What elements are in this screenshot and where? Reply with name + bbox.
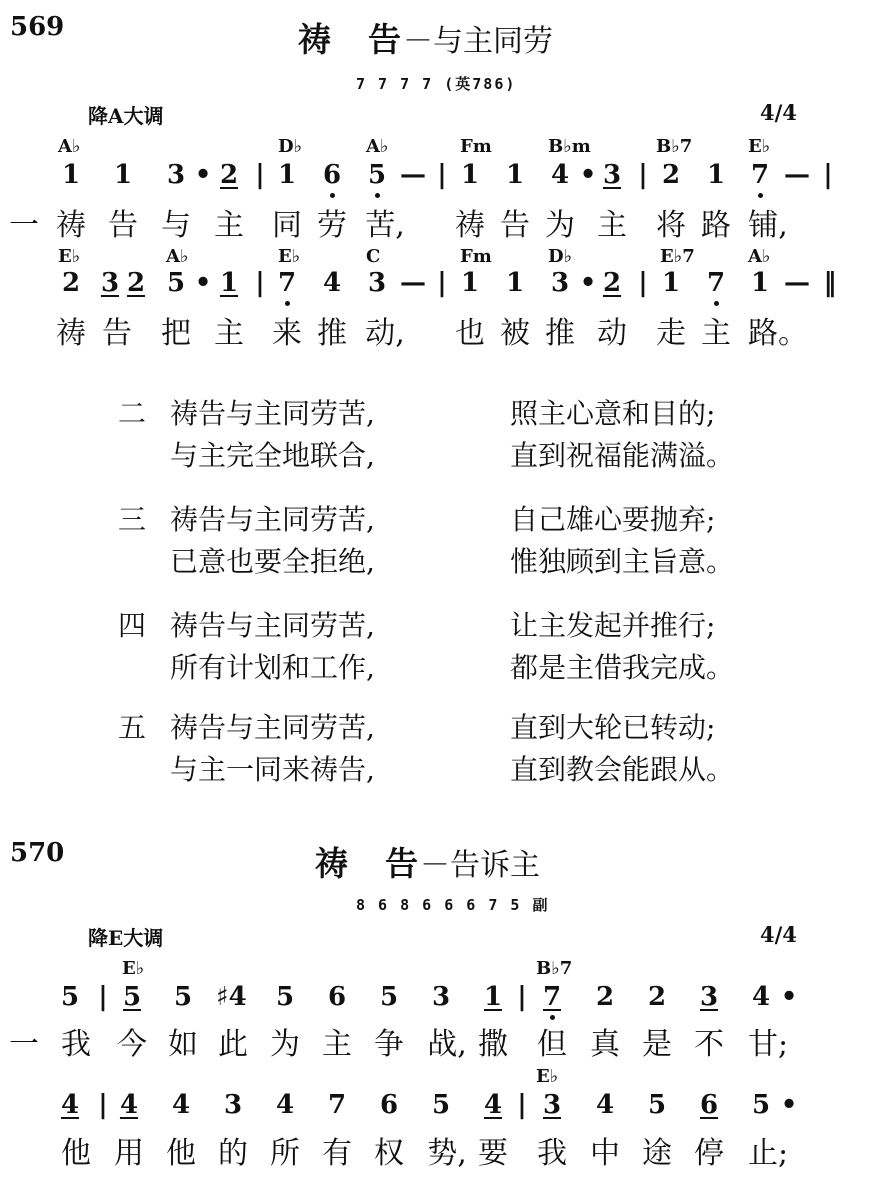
verse-number: 五 <box>118 711 147 744</box>
note: 5 <box>122 982 142 1012</box>
lyric-char: 为 <box>545 208 575 243</box>
hymn-number: 570 <box>10 838 65 868</box>
chord: A♭ <box>166 246 189 267</box>
note: 6 <box>327 982 347 1012</box>
chord: D♭ <box>278 136 303 157</box>
dot: • <box>579 160 597 190</box>
note: 5 <box>431 1090 451 1120</box>
lyric-char: 用 <box>114 1136 144 1171</box>
verse-line: 直到教会能跟从。 <box>510 753 735 786</box>
note: ♯4 <box>216 982 247 1012</box>
chord: D♭ <box>548 246 573 267</box>
verse-number: 二 <box>118 397 147 430</box>
dot: • <box>194 160 212 190</box>
lyric-char: 主 <box>701 316 731 351</box>
lyric-char: 的 <box>218 1136 248 1171</box>
note: 5 <box>751 1090 771 1120</box>
note: 4 <box>483 1090 503 1120</box>
verse-number: 一 <box>9 1027 39 1062</box>
barline: | <box>255 268 265 298</box>
lyric-char: 我 <box>61 1027 91 1062</box>
barline: | <box>638 160 648 190</box>
note: 4 <box>119 1090 139 1120</box>
note: 7 <box>275 268 299 298</box>
lyric-char: 今 <box>117 1027 147 1062</box>
note: 2 <box>126 268 146 298</box>
lyric-char: 止; <box>748 1136 789 1171</box>
lyric-char: 祷 <box>56 208 86 243</box>
barline: | <box>517 1090 527 1120</box>
dash: — <box>400 160 426 190</box>
note: 1 <box>460 268 480 298</box>
meter: 7 7 7 7 (英786) <box>356 75 517 93</box>
hymn-title: 祷 告 <box>298 20 403 59</box>
note: 1 <box>61 160 81 190</box>
chord: A♭ <box>366 136 389 157</box>
note: 1 <box>505 268 525 298</box>
lyric-char: 被 <box>500 316 530 351</box>
key-signature: 降E大调 <box>88 926 164 950</box>
lyric-char: 路。 <box>748 316 808 351</box>
note: 2 <box>219 160 239 190</box>
lyric-char: 路 <box>701 208 731 243</box>
chord: E♭ <box>58 246 81 267</box>
note: 4 <box>595 1090 615 1120</box>
lyric-char: 也 <box>455 316 485 351</box>
note: 1 <box>277 160 297 190</box>
lyric-char: 告 <box>500 208 530 243</box>
verse-line: 已意也要全拒绝, <box>170 545 375 578</box>
dot: • <box>579 268 597 298</box>
note: 5 <box>173 982 193 1012</box>
hymn-number: 569 <box>10 12 65 42</box>
verse-line: 与主完全地联合, <box>170 439 375 472</box>
lyric-char: 主 <box>322 1027 352 1062</box>
verse-line: 直到祝福能满溢。 <box>510 439 735 472</box>
note: 1 <box>661 268 681 298</box>
note: 5 <box>379 982 399 1012</box>
lyric-char: 主 <box>214 316 244 351</box>
dash: — <box>784 160 810 190</box>
lyric-char: 将 <box>656 208 686 243</box>
lyric-char: 动, <box>365 316 405 351</box>
chord: B♭7 <box>656 136 693 157</box>
lyric-char: 主 <box>214 208 244 243</box>
note: 1 <box>113 160 133 190</box>
verse-line: 照主心意和目的; <box>510 397 716 430</box>
note: 7 <box>704 268 728 298</box>
lyric-char: 我 <box>537 1136 567 1171</box>
lyric-char: 为 <box>270 1027 300 1062</box>
note: 4 <box>322 268 342 298</box>
note: 1 <box>706 160 726 190</box>
chord: E♭ <box>122 958 145 979</box>
key-signature: 降A大调 <box>88 104 164 128</box>
lyric-char: 动 <box>597 316 627 351</box>
lyric-char: 走 <box>656 316 686 351</box>
lyric-char: 告 <box>108 208 138 243</box>
lyric-char: 他 <box>61 1136 91 1171</box>
note: 5 <box>60 982 80 1012</box>
lyric-char: 来 <box>272 316 302 351</box>
chord: Fm <box>460 136 492 157</box>
note: 3 <box>550 268 570 298</box>
note: 3 <box>542 1090 562 1120</box>
lyric-char: 把 <box>161 316 191 351</box>
hymn-title: 祷 告 <box>315 844 420 883</box>
note: 5 <box>365 160 389 190</box>
lyric-char: 告 <box>102 316 132 351</box>
note: 6 <box>379 1090 399 1120</box>
lyric-char: 不 <box>694 1027 724 1062</box>
dash: — <box>400 268 426 298</box>
note: 1 <box>483 982 503 1012</box>
lyric-char: 要 <box>478 1136 508 1171</box>
verse-number: 三 <box>118 503 147 536</box>
verse-line: 与主一同来祷告, <box>170 753 375 786</box>
chord: C <box>366 246 381 267</box>
lyric-char: 铺, <box>748 208 788 243</box>
dot: • <box>780 982 798 1012</box>
lyric-char: 有 <box>322 1136 352 1171</box>
chord: E♭ <box>278 246 301 267</box>
note: 4 <box>751 982 771 1012</box>
note: 7 <box>540 982 564 1012</box>
verse-line: 让主发起并推行; <box>510 609 716 642</box>
lyric-char: 真 <box>590 1027 620 1062</box>
note: 2 <box>61 268 81 298</box>
time-signature: 4/4 <box>760 100 797 125</box>
verse-line: 直到大轮已转动; <box>510 711 716 744</box>
note: 2 <box>595 982 615 1012</box>
note: 4 <box>275 1090 295 1120</box>
note: 6 <box>699 1090 719 1120</box>
verse-line: 自己雄心要抛弃; <box>510 503 716 536</box>
dot: • <box>780 1090 798 1120</box>
lyric-char: 途 <box>642 1136 672 1171</box>
chord: B♭m <box>548 136 591 157</box>
lyric-char: 如 <box>168 1027 198 1062</box>
note: 3 <box>602 160 622 190</box>
chord: Fm <box>460 246 492 267</box>
dot: • <box>194 268 212 298</box>
note: 4 <box>171 1090 191 1120</box>
hymn-subtitle: －告诉主 <box>420 848 540 883</box>
note: 3 <box>699 982 719 1012</box>
note: 5 <box>166 268 186 298</box>
dash: — <box>784 268 810 298</box>
lyric-char: 停 <box>694 1136 724 1171</box>
lyric-char: 撒 <box>478 1027 508 1062</box>
chord: E♭ <box>536 1066 559 1087</box>
barline: | <box>638 268 648 298</box>
chord: A♭ <box>748 246 771 267</box>
lyric-char: 祷 <box>56 316 86 351</box>
note: 3 <box>223 1090 243 1120</box>
note: 4 <box>550 160 570 190</box>
verse-line: 所有计划和工作, <box>170 651 375 684</box>
note: 1 <box>750 268 770 298</box>
chord: E♭ <box>748 136 771 157</box>
barline: | <box>255 160 265 190</box>
lyric-char: 苦, <box>365 208 405 243</box>
barline: | <box>823 160 833 190</box>
hymn-title-block <box>315 838 540 885</box>
chord: B♭7 <box>536 958 573 979</box>
lyric-char: 甘; <box>748 1027 789 1062</box>
lyric-char: 与 <box>161 208 191 243</box>
note: 2 <box>647 982 667 1012</box>
note: 6 <box>320 160 344 190</box>
verse-line: 祷告与主同劳苦, <box>170 397 375 430</box>
barline: | <box>517 982 527 1012</box>
lyric-char: 战, <box>427 1027 467 1062</box>
verse-line: 祷告与主同劳苦, <box>170 609 375 642</box>
note: 1 <box>460 160 480 190</box>
verse-line: 祷告与主同劳苦, <box>170 503 375 536</box>
note: 2 <box>661 160 681 190</box>
note: 3 <box>367 268 387 298</box>
verse-line: 祷告与主同劳苦, <box>170 711 375 744</box>
barline: | <box>437 268 447 298</box>
lyric-char: 此 <box>218 1027 248 1062</box>
hymn-title-block <box>298 14 553 61</box>
barline: | <box>437 160 447 190</box>
note: 7 <box>748 160 772 190</box>
note: 5 <box>647 1090 667 1120</box>
lyric-char: 推 <box>317 316 347 351</box>
verse-number: 四 <box>118 609 147 642</box>
lyric-char: 所 <box>270 1136 300 1171</box>
lyric-char: 主 <box>597 208 627 243</box>
hymn-subtitle: －与主同劳 <box>403 24 553 59</box>
final-barline: ‖ <box>823 268 837 298</box>
note: 3 <box>166 160 186 190</box>
lyric-char: 但 <box>537 1027 567 1062</box>
note: 4 <box>60 1090 80 1120</box>
lyric-char: 同 <box>272 208 302 243</box>
barline: | <box>98 1090 108 1120</box>
lyric-char: 中 <box>590 1136 620 1171</box>
barline: | <box>98 982 108 1012</box>
lyric-char: 劳 <box>317 208 347 243</box>
lyric-char: 祷 <box>455 208 485 243</box>
verse-line: 都是主借我完成。 <box>510 651 735 684</box>
chord: E♭7 <box>660 246 695 267</box>
time-signature: 4/4 <box>760 922 797 947</box>
verse-line: 惟独顾到主旨意。 <box>510 545 735 578</box>
note: 2 <box>602 268 622 298</box>
note: 5 <box>275 982 295 1012</box>
lyric-char: 争 <box>374 1027 404 1062</box>
verse-number: 一 <box>9 208 39 243</box>
note: 3 <box>431 982 451 1012</box>
lyric-char: 推 <box>545 316 575 351</box>
lyric-char: 势, <box>427 1136 467 1171</box>
note: 3 <box>100 268 120 298</box>
chord: A♭ <box>58 136 81 157</box>
lyric-char: 权 <box>374 1136 404 1171</box>
meter: 8 6 8 6 6 6 7 5 副 <box>356 896 550 914</box>
lyric-char: 是 <box>642 1027 672 1062</box>
note: 1 <box>505 160 525 190</box>
note: 7 <box>327 1090 347 1120</box>
lyric-char: 他 <box>166 1136 196 1171</box>
note: 1 <box>219 268 239 298</box>
